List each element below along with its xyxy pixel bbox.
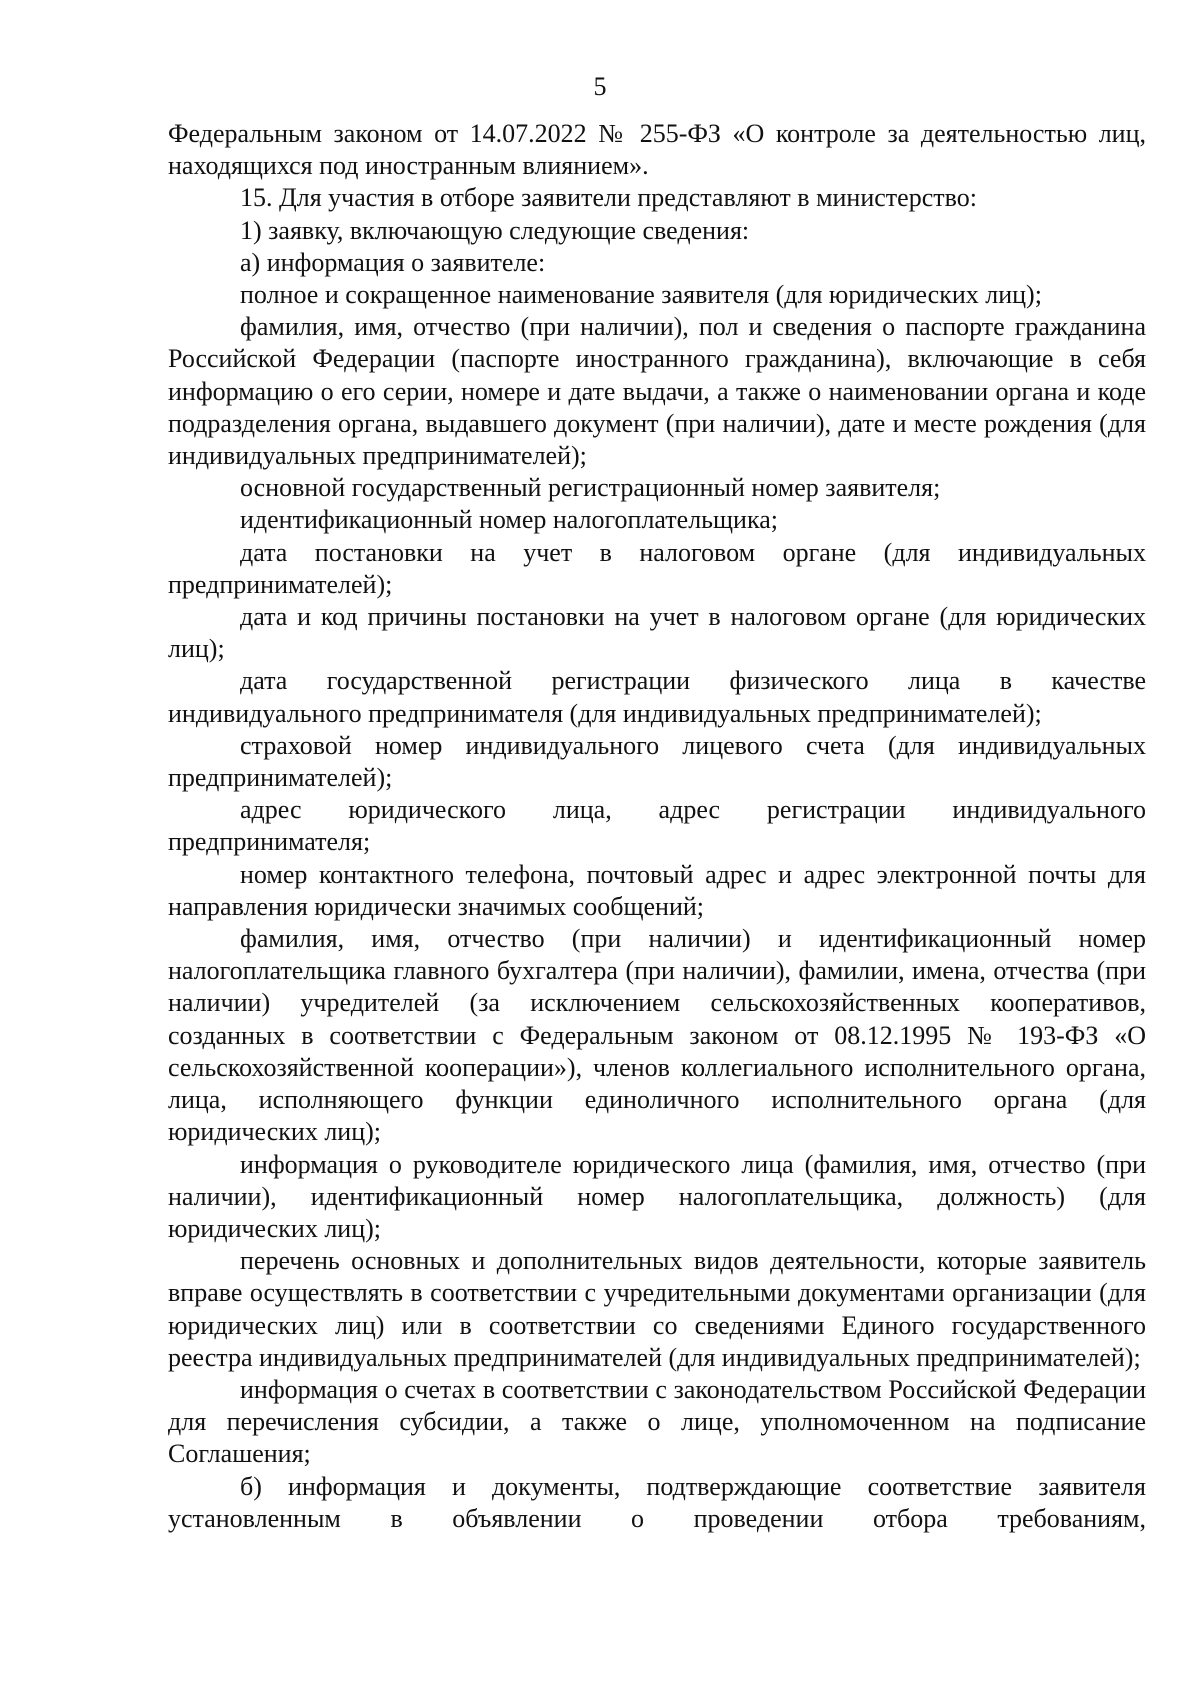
paragraph: идентификационный номер налогоплательщика; — [240, 505, 778, 535]
page-number: 5 — [593, 72, 607, 101]
paragraph: информация о руководителе юридического лица (фамилия, имя, отчество (при наличии), идентификационный номер налогоплательщика, должность) (для юридических лиц); — [168, 1149, 1146, 1243]
paragraph: фамилия, имя, отчество (при наличии), пол и сведения о паспорте гражданина Российской Федерации (паспорте иностранного гражданина), включающие в себя информацию о его серии, номере и дате выдачи, а также о наименовании органа и коде подразделения органа, выдавшего документ (при наличии), дате и месте рождения (для индивидуальных предпринимателей); — [168, 312, 1146, 471]
paragraph: перечень основных и дополнительных видов деятельности, которые заявитель вправе осуществлять в соответствии с учредительными документами организации (для юридических лиц) или в соответствии со сведениями Единого государственного реестра индивидуальных предпринимателей (для индивидуальных предпринимателей); — [168, 1246, 1146, 1372]
paragraph: дата и код причины постановки на учет в налоговом органе (для юридических лиц); — [168, 602, 1146, 664]
paragraph: б) информация и документы, подтверждающие соответствие заявителя установленным в объявлении о проведении отбора требованиям, — [168, 1471, 1146, 1533]
paragraph: полное и сокращенное наименование заявителя (для юридических лиц); — [240, 280, 1042, 310]
paragraph: Федеральным законом от 14.07.2022 № 255-ФЗ «О контроле за деятельностью лиц, находящихся под иностранным влиянием». — [168, 119, 1146, 181]
paragraph: номер контактного телефона, почтовый адрес и адрес электронной почты для направления юридически значимых сообщений; — [168, 859, 1146, 921]
document-body — [168, 118, 1146, 1535]
paragraph: страховой номер индивидуального лицевого счета (для индивидуальных предпринимателей); — [168, 730, 1146, 793]
paragraph: 1) заявку, включающую следующие сведения: — [240, 215, 750, 245]
paragraph: адрес юридического лица, адрес регистрации индивидуального предпринимателя; — [168, 795, 1146, 857]
paragraph: основной государственный регистрационный номер заявителя; — [240, 473, 941, 503]
paragraph: фамилия, имя, отчество (при наличии) и идентификационный номер налогоплательщика главного бухгалтера (при наличии), фамилии, имена, отчества (при наличии) учредителей (за исключением сельскохозяйственных кооперативов, созданных в соответствии с Федеральным законом от 08.12.1995 № 193-ФЗ «О сельскохозяйственной кооперации»), членов коллегиального исполнительного органа, лица, исполняющего функции единоличного исполнительного органа (для юридических лиц); — [168, 924, 1146, 1147]
paragraph: дата государственной регистрации физического лица в качестве индивидуального предпринимателя (для индивидуальных предпринимателей); — [168, 666, 1146, 728]
paragraph: дата постановки на учет в налоговом органе (для индивидуальных предпринимателей); — [168, 537, 1146, 599]
paragraph: а) информация о заявителе: — [240, 247, 546, 277]
paragraph: 15. Для участия в отборе заявители представляют в министерство: — [240, 183, 977, 213]
paragraph: информация о счетах в соответствии с законодательством Российской Федерации для перечисления субсидии, а также о лице, уполномоченном на подписание Соглашения; — [168, 1374, 1146, 1469]
